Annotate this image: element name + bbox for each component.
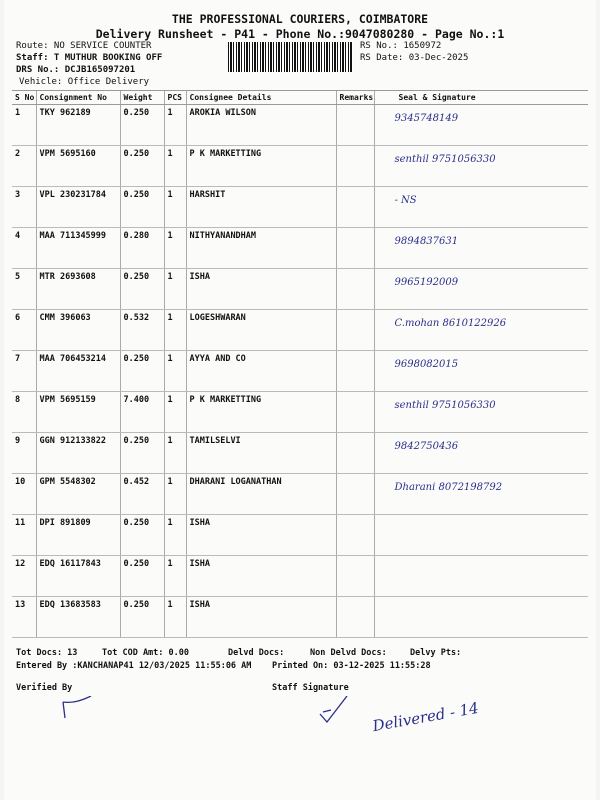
cell-remarks — [336, 269, 374, 310]
cell-consignee: ISHA — [186, 515, 336, 556]
vehicle: Vehicle: Office Delivery — [19, 77, 150, 87]
cell-pcs: 1 — [164, 597, 186, 638]
cell-cno: MAA 711345999 — [36, 228, 120, 269]
cell-consignee: P K MARKETTING — [186, 146, 336, 187]
cell-consignee: NITHYANANDHAM — [186, 228, 336, 269]
cell-sno: 2 — [12, 146, 36, 187]
rs-date: RS Date: 03-Dec-2025 — [360, 53, 469, 63]
cell-cno: DPI 891809 — [36, 515, 120, 556]
cell-sig — [374, 515, 588, 556]
cell-sno: 9 — [12, 433, 36, 474]
cell-pcs: 1 — [164, 433, 186, 474]
cell-weight: 0.250 — [120, 351, 164, 392]
cell-remarks — [336, 228, 374, 269]
cell-remarks — [336, 556, 374, 597]
table-row — [12, 433, 588, 474]
cell-sno: 4 — [12, 228, 36, 269]
tot-cod: Tot COD Amt: 0.00 — [102, 648, 189, 658]
column-header: Remarks — [336, 91, 374, 105]
cell-consignee: TAMILSELVI — [186, 433, 336, 474]
cell-pcs: 1 — [164, 556, 186, 597]
column-header: Seal & Signature — [374, 91, 588, 105]
cell-pcs: 1 — [164, 146, 186, 187]
table-row — [12, 556, 588, 597]
cell-sig — [374, 597, 588, 638]
cell-sno: 13 — [12, 597, 36, 638]
cell-remarks — [336, 146, 374, 187]
column-header: S No — [12, 91, 36, 105]
cell-consignee: P K MARKETTING — [186, 392, 336, 433]
cell-sno: 11 — [12, 515, 36, 556]
handwritten-note: Delivered - 14 — [371, 698, 480, 736]
cell-cno: VPM 5695159 — [36, 392, 120, 433]
staff-signature: Staff Signature — [272, 683, 349, 693]
cell-sig: 9345748149 — [374, 105, 588, 146]
cell-sig — [374, 556, 588, 597]
cell-weight: 0.280 — [120, 228, 164, 269]
delvy-pts: Delvy Pts: — [410, 648, 462, 658]
cell-remarks — [336, 351, 374, 392]
column-header: Weight — [120, 91, 164, 105]
verified-signature — [55, 696, 95, 721]
table-row — [12, 474, 588, 515]
cell-sno: 1 — [12, 105, 36, 146]
cell-cno: VPM 5695160 — [36, 146, 120, 187]
cell-sig: 9698082015 — [374, 351, 588, 392]
cell-remarks — [336, 474, 374, 515]
barcode — [228, 42, 353, 72]
cell-consignee: ISHA — [186, 556, 336, 597]
table-row — [12, 187, 588, 228]
cell-sig: - NS — [374, 187, 588, 228]
cell-consignee: HARSHIT — [186, 187, 336, 228]
cell-weight: 0.250 — [120, 433, 164, 474]
cell-weight: 0.250 — [120, 146, 164, 187]
runsheet-subtitle: Delivery Runsheet - P41 - Phone No.:9047080280 - Page No.:1 — [95, 27, 505, 41]
delvd-docs: Delvd Docs: — [228, 648, 285, 658]
cell-cno: GGN 912133822 — [36, 433, 120, 474]
table-row — [12, 310, 588, 351]
cell-cno: TKY 962189 — [36, 105, 120, 146]
cell-pcs: 1 — [164, 105, 186, 146]
cell-pcs: 1 — [164, 474, 186, 515]
table-row — [12, 105, 588, 146]
cell-sno: 3 — [12, 187, 36, 228]
cell-cno: CMM 396063 — [36, 310, 120, 351]
table-row — [12, 351, 588, 392]
drs-no: DRS No.: DCJB165097201 — [16, 65, 136, 75]
cell-weight: 0.250 — [120, 515, 164, 556]
column-header: Consignee Details — [186, 91, 336, 105]
cell-cno: MTR 2693608 — [36, 269, 120, 310]
cell-pcs: 1 — [164, 515, 186, 556]
cell-sig: 9965192009 — [374, 269, 588, 310]
cell-weight: 0.250 — [120, 105, 164, 146]
cell-sig: 9842750436 — [374, 433, 588, 474]
cell-weight: 0.250 — [120, 556, 164, 597]
table-row — [12, 515, 588, 556]
table-row — [12, 597, 588, 638]
runsheet-table — [12, 90, 588, 638]
verified-by: Verified By — [16, 683, 73, 693]
cell-remarks — [336, 187, 374, 228]
non-delvd-docs: Non Delvd Docs: — [310, 648, 387, 658]
cell-remarks — [336, 310, 374, 351]
table-row — [12, 269, 588, 310]
cell-consignee: LOGESHWARAN — [186, 310, 336, 351]
cell-consignee: ISHA — [186, 269, 336, 310]
cell-sig: senthil 9751056330 — [374, 146, 588, 187]
cell-sno: 10 — [12, 474, 36, 515]
cell-cno: EDQ 13683583 — [36, 597, 120, 638]
cell-weight: 0.250 — [120, 187, 164, 228]
entered-by: Entered By :KANCHANAP41 12/03/2025 11:55:06 AM — [16, 661, 252, 671]
cell-consignee: AROKIA WILSON — [186, 105, 336, 146]
cell-weight: 0.250 — [120, 597, 164, 638]
cell-sig: senthil 9751056330 — [374, 392, 588, 433]
cell-consignee: AYYA AND CO — [186, 351, 336, 392]
table-row — [12, 392, 588, 433]
cell-pcs: 1 — [164, 269, 186, 310]
cell-sig: Dharani 8072198792 — [374, 474, 588, 515]
cell-pcs: 1 — [164, 351, 186, 392]
cell-pcs: 1 — [164, 392, 186, 433]
cell-weight: 0.250 — [120, 269, 164, 310]
staff-signature-mark — [315, 696, 355, 726]
cell-sno: 12 — [12, 556, 36, 597]
cell-pcs: 1 — [164, 228, 186, 269]
tot-docs: Tot Docs: 13 — [16, 648, 78, 658]
table-row — [12, 228, 588, 269]
table-row — [12, 146, 588, 187]
cell-remarks — [336, 433, 374, 474]
cell-pcs: 1 — [164, 310, 186, 351]
printed-on: Printed On: 03-12-2025 11:55:28 — [272, 661, 431, 671]
cell-weight: 0.452 — [120, 474, 164, 515]
cell-sno: 6 — [12, 310, 36, 351]
cell-remarks — [336, 392, 374, 433]
staff: Staff: T MUTHUR BOOKING OFF — [16, 53, 163, 63]
cell-pcs: 1 — [164, 187, 186, 228]
cell-sno: 7 — [12, 351, 36, 392]
cell-cno: VPL 230231784 — [36, 187, 120, 228]
cell-sno: 8 — [12, 392, 36, 433]
column-header: Consignment No — [36, 91, 120, 105]
cell-consignee: ISHA — [186, 597, 336, 638]
cell-cno: GPM 5548302 — [36, 474, 120, 515]
cell-remarks — [336, 105, 374, 146]
cell-sig: C.mohan 8610122926 — [374, 310, 588, 351]
route: Route: NO SERVICE COUNTER — [16, 41, 152, 51]
cell-sno: 5 — [12, 269, 36, 310]
column-header: PCS — [164, 91, 186, 105]
cell-weight: 7.400 — [120, 392, 164, 433]
cell-consignee: DHARANI LOGANATHAN — [186, 474, 336, 515]
cell-remarks — [336, 597, 374, 638]
cell-weight: 0.532 — [120, 310, 164, 351]
company-title: THE PROFESSIONAL COURIERS, COIMBATORE — [171, 12, 429, 26]
cell-remarks — [336, 515, 374, 556]
cell-sig: 9894837631 — [374, 228, 588, 269]
rs-no: RS No.: 1650972 — [360, 41, 442, 51]
cell-cno: EDQ 16117843 — [36, 556, 120, 597]
cell-cno: MAA 706453214 — [36, 351, 120, 392]
